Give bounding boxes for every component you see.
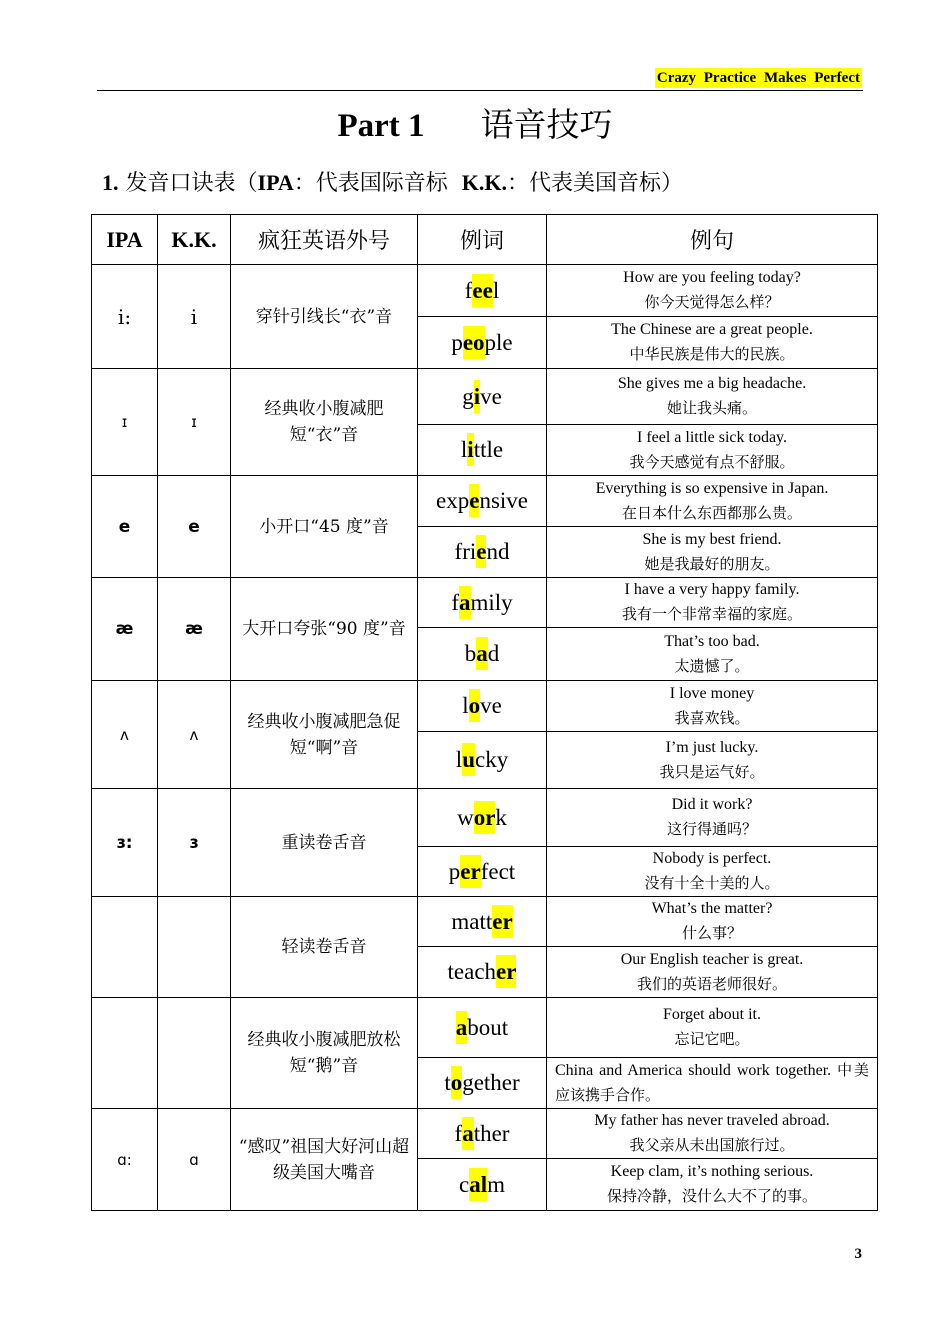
sound-nickname: 穿针引线长“衣”音 (231, 265, 418, 369)
section-kk-abbr: K.K. (461, 170, 508, 195)
word-suffix: mily (470, 589, 513, 615)
example-word (418, 527, 547, 578)
example-sentence (547, 425, 878, 476)
sentence-chinese: 没有十全十美的人。 (644, 874, 780, 892)
example-sentence (547, 476, 878, 527)
header-rule (97, 90, 863, 91)
ipa-symbol: ɪ (92, 369, 158, 476)
sound-nickname: 大开口夸张“90 度”音 (231, 578, 418, 681)
word-highlight: e (469, 484, 479, 517)
word-highlight: al (469, 1168, 487, 1201)
word-prefix: teach (447, 959, 497, 984)
sound-nickname: 经典收小腹减肥放松短“鹅”音 (231, 998, 418, 1109)
sentence-chinese: 这行得通吗？ (666, 820, 757, 838)
sentence-chinese: 她让我头痛。 (666, 399, 757, 417)
sentence-english: I’m just lucky. (665, 738, 759, 756)
sentence-english: She gives me a big headache. (617, 375, 807, 392)
sound-nickname: 经典收小腹减肥短“衣”音 (231, 369, 418, 476)
word-suffix: ve (480, 383, 502, 409)
example-word (418, 476, 547, 527)
table-row (92, 1109, 878, 1159)
example-sentence (547, 527, 878, 578)
word-prefix: l (462, 693, 469, 718)
word-prefix: w (457, 804, 474, 830)
word-highlight: i (467, 433, 473, 466)
sentence-chinese: 中美应该携手合作。 (555, 1061, 870, 1104)
word-prefix: p (451, 329, 463, 355)
sentence-english: She is my best friend. (642, 530, 782, 548)
example-word (418, 369, 547, 425)
sentence-english: That’s too bad. (664, 632, 760, 650)
example-sentence (547, 578, 878, 628)
sentence-english: How are you feeling today? (623, 269, 801, 286)
table-row (92, 998, 878, 1058)
word-suffix: ve (480, 693, 502, 718)
sentence-english: My father has never traveled abroad. (594, 1112, 830, 1129)
word-suffix: l (492, 277, 500, 303)
kk-symbol: æ (158, 578, 231, 681)
sentence-chinese: 你今天觉得怎么样？ (644, 293, 780, 311)
section-text-3: ：代表美国音标） (507, 171, 684, 196)
example-word (418, 628, 547, 681)
word-suffix: k (495, 804, 507, 830)
word-suffix: cky (474, 747, 509, 772)
sentence-english: Did it work? (671, 796, 753, 813)
table-row (92, 681, 878, 732)
word-highlight: u (462, 743, 475, 776)
word-prefix: l (460, 437, 468, 462)
word-prefix: f (464, 277, 473, 303)
example-sentence (547, 1159, 878, 1211)
word-prefix: f (454, 1120, 463, 1146)
ipa-symbol: æ (92, 578, 158, 681)
example-sentence (547, 1058, 878, 1109)
part-title-text: 语音技巧 (480, 105, 613, 144)
word-suffix: ttle (473, 437, 504, 462)
section-text-2: ：代表国际音标 (293, 171, 448, 196)
word-highlight: er (496, 955, 516, 988)
example-word (418, 732, 547, 789)
sentence-chinese: 我父亲从未出国旅行过。 (629, 1136, 795, 1154)
example-sentence (547, 681, 878, 732)
example-sentence (547, 317, 878, 369)
sound-nickname: 经典收小腹减肥急促短“啊”音 (231, 681, 418, 789)
word-prefix: l (455, 747, 463, 772)
sentence-english: What’s the matter? (651, 900, 773, 917)
example-word (418, 681, 547, 732)
word-highlight: o (469, 689, 481, 722)
word-prefix: f (451, 589, 459, 615)
word-highlight: eo (463, 326, 485, 359)
sentence-chinese: 在日本什么东西都那么贵。 (621, 503, 802, 522)
sentence-english: Nobody is perfect. (652, 850, 772, 867)
example-word (418, 578, 547, 628)
running-header: Crazy Practice Makes Perfect (656, 70, 860, 86)
kk-symbol: ɑ (158, 1109, 231, 1211)
word-prefix: matt (451, 908, 493, 934)
word-prefix: b (464, 641, 477, 666)
example-word (418, 1109, 547, 1159)
table-header-row (92, 215, 878, 265)
word-highlight: er (492, 905, 512, 938)
sentence-english: Everything is so expensive in Japan. (595, 479, 829, 497)
ipa-symbol: ɜ: (92, 789, 158, 897)
sentence-english: I have a very happy family. (624, 581, 800, 598)
word-prefix: fri (454, 539, 477, 564)
sentence-chinese: 保持冷静，没什么大不了的事。 (606, 1187, 817, 1205)
sentence-chinese: 我们的英语老师很好。 (636, 974, 787, 993)
sound-nickname: 小开口“45 度”音 (231, 476, 418, 578)
example-word (418, 1159, 547, 1211)
word-suffix: d (487, 641, 500, 666)
sentence-chinese: 我只是运气好。 (659, 762, 765, 781)
word-highlight: e (476, 535, 486, 568)
example-sentence (547, 847, 878, 897)
word-suffix: bout (467, 1014, 509, 1040)
example-sentence (547, 947, 878, 998)
section-ipa-abbr: IPA (257, 170, 294, 195)
ipa-symbol (92, 897, 158, 998)
word-highlight: ee (472, 274, 492, 307)
ipa-symbol: ɑ: (92, 1109, 158, 1211)
sentence-chinese: 她是我最好的朋友。 (644, 554, 780, 573)
page-title (0, 100, 950, 151)
table-row (92, 265, 878, 317)
header-ipa: IPA (92, 215, 158, 265)
table-row (92, 578, 878, 628)
sentence-chinese: 中华民族是伟大的民族。 (629, 345, 795, 363)
word-highlight: a (462, 1117, 474, 1150)
header-example-word: 例词 (418, 215, 547, 265)
sentence-english: Keep clam, it’s nothing serious. (610, 1163, 814, 1180)
section-heading (102, 167, 683, 200)
sentence-english: The Chinese are a great people. (611, 321, 813, 338)
ipa-symbol (92, 998, 158, 1109)
example-word (418, 789, 547, 847)
example-sentence (547, 265, 878, 317)
example-word (418, 847, 547, 897)
sentence-chinese: 我有一个非常幸福的家庭。 (621, 605, 802, 623)
word-suffix: gether (462, 1070, 520, 1095)
word-suffix: nd (486, 539, 510, 564)
kk-symbol: ɪ (158, 369, 231, 476)
example-sentence (547, 628, 878, 681)
page-number: 3 (854, 1246, 862, 1262)
word-prefix: p (448, 858, 461, 884)
ipa-symbol: ʌ (92, 681, 158, 789)
sentence-chinese: 太遗憾了。 (674, 656, 750, 675)
example-word (418, 425, 547, 476)
ipa-symbol: e (92, 476, 158, 578)
word-suffix: nsive (479, 488, 528, 513)
sentence-english: I love money (669, 684, 755, 702)
word-suffix: ple (484, 329, 513, 355)
sentence-chinese: 我今天感觉有点不舒服。 (629, 452, 795, 471)
table-row (92, 476, 878, 527)
word-prefix: exp (436, 488, 470, 513)
example-sentence (547, 1109, 878, 1159)
example-sentence (547, 732, 878, 789)
header-kk: K.K. (158, 215, 231, 265)
sound-nickname: 轻读卷舌音 (231, 897, 418, 998)
example-sentence (547, 369, 878, 425)
kk-symbol: ɜ (158, 789, 231, 897)
sound-nickname: 重读卷舌音 (231, 789, 418, 897)
kk-symbol: ʌ (158, 681, 231, 789)
word-highlight: a (459, 586, 471, 619)
sentence-chinese: 我喜欢钱。 (674, 708, 750, 727)
example-word (418, 947, 547, 998)
word-suffix: fect (480, 858, 516, 884)
example-word (418, 998, 547, 1058)
word-highlight: or (474, 801, 496, 834)
example-word (418, 897, 547, 947)
example-word (418, 265, 547, 317)
word-suffix: ther (473, 1120, 510, 1146)
word-highlight: a (456, 1011, 468, 1044)
example-word (418, 1058, 547, 1109)
table-row (92, 369, 878, 425)
kk-symbol: e (158, 476, 231, 578)
part-label: Part 1 (337, 108, 425, 144)
sentence-english: Our English teacher is great. (620, 950, 804, 968)
sentence-english: I feel a little sick today. (636, 428, 787, 446)
example-word (418, 317, 547, 369)
kk-symbol (158, 897, 231, 998)
sentence-chinese: 忘记它吧。 (674, 1030, 750, 1048)
section-text-1: 发音口诀表（ (125, 171, 258, 196)
word-highlight: er (460, 855, 480, 888)
word-prefix: t (444, 1070, 451, 1095)
word-highlight: o (451, 1066, 463, 1099)
word-highlight: a (476, 637, 488, 670)
sentence-chinese: 什么事？ (681, 924, 742, 942)
example-sentence (547, 897, 878, 947)
table-row (92, 897, 878, 947)
sentence-english: China and America should work together. (555, 1062, 832, 1079)
sound-nickname: “感叹”祖国大好河山超级美国大嘴音 (231, 1109, 418, 1211)
phonetics-table (91, 214, 878, 1211)
table-row (92, 789, 878, 847)
header-example-sentence: 例句 (547, 215, 878, 265)
kk-symbol: i (158, 265, 231, 369)
word-prefix: g (462, 383, 474, 409)
section-number: 1. (102, 170, 119, 195)
header-nickname: 疯狂英语外号 (231, 215, 418, 265)
example-sentence (547, 998, 878, 1058)
ipa-symbol: i: (92, 265, 158, 369)
word-suffix: m (487, 1171, 505, 1197)
sentence-english: Forget about it. (663, 1006, 761, 1023)
example-sentence (547, 789, 878, 847)
word-prefix: c (459, 1171, 470, 1197)
word-highlight: i (474, 380, 480, 413)
kk-symbol (158, 998, 231, 1109)
